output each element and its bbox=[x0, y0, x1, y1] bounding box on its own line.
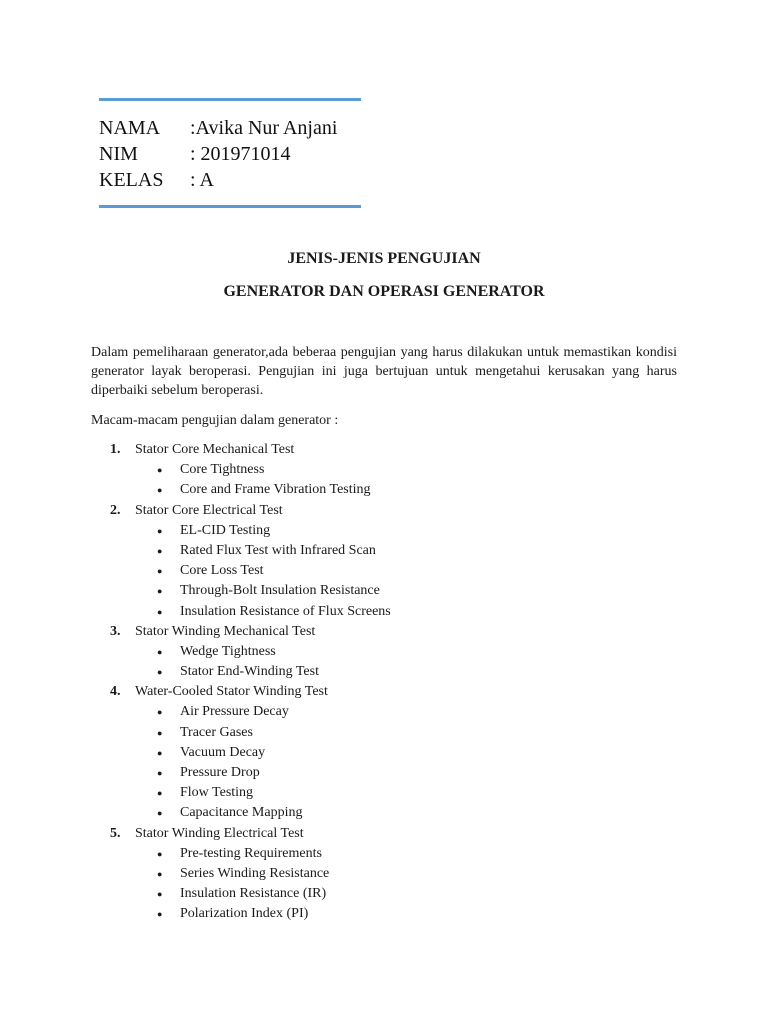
intro-paragraph: Dalam pemeliharaan generator,ada beberaa pengujian yang harus dilakukan untuk memastikan kondisi generator layak beroperasi. Pengujian ini juga bertujuan untuk mengetahui kerusakan yang harus diperbaiki sebelum beroperasi. bbox=[91, 345, 677, 398]
list-item-label: EL-CID Testing bbox=[180, 522, 271, 538]
list-item-label: Insulation Resistance (IR) bbox=[180, 886, 327, 902]
list-item-label: Through-Bolt Insulation Resistance bbox=[180, 583, 380, 599]
bullet-icon: ● bbox=[157, 586, 163, 597]
section-number: 3. bbox=[110, 623, 121, 639]
nim-label: NIM bbox=[99, 143, 138, 165]
list-item-label: Vacuum Decay bbox=[180, 744, 266, 760]
name-value: :Avika Nur Anjani bbox=[190, 117, 338, 139]
list-item bbox=[110, 541, 670, 561]
section-title: Stator Core Mechanical Test bbox=[135, 442, 295, 457]
list-item-label: Core Tightness bbox=[180, 462, 265, 478]
bullet-icon: ● bbox=[157, 747, 163, 758]
list-item-label: Tracer Gases bbox=[180, 724, 253, 740]
list-item-label: Series Winding Resistance bbox=[180, 865, 330, 881]
bullet-icon: ● bbox=[157, 768, 163, 778]
list-item-label: Stator End-Winding Test bbox=[180, 664, 319, 680]
section-title: Stator Core Electrical Test bbox=[135, 502, 283, 518]
nim-value: : 201971014 bbox=[190, 143, 291, 165]
test-sections-list bbox=[110, 440, 670, 925]
bullet-icon: ● bbox=[157, 808, 163, 819]
document-title-line-1: JENIS-JENIS PENGUJIAN bbox=[287, 250, 481, 267]
bullet-icon: ● bbox=[157, 545, 163, 556]
list-item-label: Rated Flux Test with Infrared Scan bbox=[180, 542, 376, 558]
bullet-icon: ● bbox=[157, 848, 163, 859]
list-item bbox=[110, 602, 670, 622]
list-item-label: Core and Frame Vibration Testing bbox=[180, 482, 371, 498]
section-number: 4. bbox=[110, 684, 121, 700]
list-item-label: Capacitance Mapping bbox=[180, 805, 303, 821]
list-item-label: Air Pressure Decay bbox=[180, 704, 289, 720]
list-item bbox=[110, 460, 670, 480]
list-item bbox=[110, 763, 670, 783]
list-item-label: Pressure Drop bbox=[180, 765, 260, 780]
list-item bbox=[110, 581, 670, 601]
kelas-value: : A bbox=[190, 169, 214, 191]
bullet-icon: ● bbox=[157, 909, 163, 920]
name-label: NAMA bbox=[99, 117, 161, 139]
section-number: 5. bbox=[110, 825, 121, 841]
bullet-icon: ● bbox=[157, 646, 163, 657]
list-item bbox=[110, 844, 670, 864]
identity-block bbox=[99, 98, 361, 208]
section-heading bbox=[110, 824, 670, 844]
bullet-icon: ● bbox=[157, 525, 163, 536]
list-item-label: Insulation Resistance of Flux Screens bbox=[180, 603, 391, 619]
list-intro: Macam-macam pengujian dalam generator : bbox=[91, 413, 339, 428]
section-heading bbox=[110, 682, 670, 702]
section-heading bbox=[110, 440, 670, 460]
identity-bottom-rule bbox=[99, 205, 361, 208]
list-item-label: Flow Testing bbox=[180, 785, 254, 801]
bullet-icon: ● bbox=[157, 868, 163, 879]
bullet-icon: ● bbox=[157, 566, 163, 577]
list-item bbox=[110, 783, 670, 803]
section-number: 1. bbox=[110, 442, 121, 457]
list-item-label: Wedge Tightness bbox=[180, 643, 276, 659]
list-item-label: Polarization Index (PI) bbox=[180, 906, 309, 922]
bullet-icon: ● bbox=[157, 889, 163, 900]
bullet-icon: ● bbox=[157, 667, 163, 678]
bullet-icon: ● bbox=[157, 788, 163, 799]
list-item bbox=[110, 480, 670, 500]
list-item bbox=[110, 723, 670, 743]
section-title: Stator Winding Mechanical Test bbox=[135, 623, 316, 639]
list-item-label: Pre-testing Requirements bbox=[180, 845, 322, 861]
section-title: Stator Winding Electrical Test bbox=[135, 825, 304, 841]
list-item bbox=[110, 561, 670, 581]
bullet-icon: ● bbox=[157, 485, 163, 496]
section-heading bbox=[110, 622, 670, 642]
list-item bbox=[110, 743, 670, 763]
section-title: Water-Cooled Stator Winding Test bbox=[135, 684, 328, 700]
list-item bbox=[110, 864, 670, 884]
identity-rows bbox=[99, 101, 361, 205]
section-heading bbox=[110, 501, 670, 521]
bullet-icon: ● bbox=[157, 606, 163, 617]
list-item bbox=[110, 904, 670, 924]
identity-row-kelas bbox=[99, 167, 361, 193]
identity-row-name bbox=[99, 115, 361, 141]
list-item bbox=[110, 884, 670, 904]
list-item-label: Core Loss Test bbox=[180, 563, 264, 579]
list-item bbox=[110, 642, 670, 662]
bullet-icon: ● bbox=[157, 707, 163, 718]
list-item bbox=[110, 662, 670, 682]
list-item bbox=[110, 803, 670, 823]
document-title-line-2: GENERATOR DAN OPERASI GENERATOR bbox=[223, 283, 545, 300]
bullet-icon: ● bbox=[157, 727, 163, 738]
list-item bbox=[110, 521, 670, 541]
list-item bbox=[110, 702, 670, 722]
section-number: 2. bbox=[110, 502, 121, 518]
identity-row-nim bbox=[99, 141, 361, 167]
bullet-icon: ● bbox=[157, 465, 163, 476]
kelas-label: KELAS bbox=[99, 169, 164, 191]
